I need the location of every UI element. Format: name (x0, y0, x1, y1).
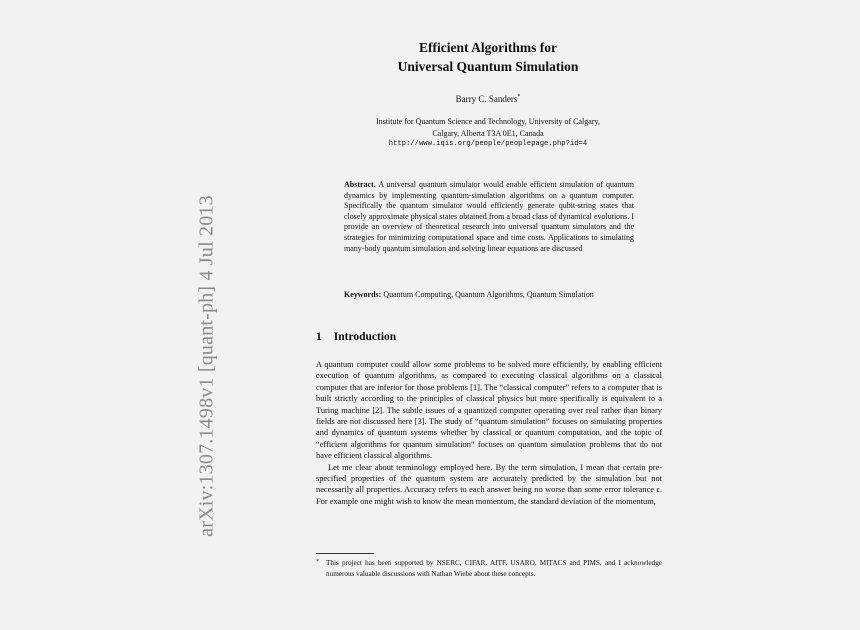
author-name: Barry C. Sanders (455, 94, 518, 104)
title-line-1: Efficient Algorithms for (419, 40, 557, 55)
author-url-link[interactable]: http://www.iqis.org/people/peoplepage.php?id=4 (388, 140, 588, 148)
keywords-label: Keywords: (344, 290, 382, 299)
section-heading (316, 331, 396, 343)
author (310, 94, 666, 104)
section-title: Introduction (333, 331, 397, 343)
keywords (344, 290, 634, 301)
affiliation-line-2: Calgary, Alberta T3A 0E1, Canada (432, 128, 544, 138)
body-paragraph-1: A quantum computer could allow some problems to be solved more efficiently, by enabling efficient execution of quantum algorithms, as compared to executing classical algorithms on a classical computer that are inferior for those problems [1]. The “classical computer” refers to a computer that is built strictly according to the principles of classical physics but more specifically is equivalent to a Turing machine [2]. The subtle issues of a quantized computer operating over real rather than binary fields are not discussed here [3]. The study of “quantum simulation” focuses on simulating properties and dynamics of quantum systems whether by classical or quantum computation, and the topic of “efficient algorithms for quantum simulation” focuses on quantum simulation problems that do not have efficient classical algorithms. (316, 360, 662, 461)
affiliation-line-1: Institute for Quantum Science and Technology, University of Calgary, (376, 117, 600, 126)
author-footnote-mark: * (517, 94, 521, 100)
keywords-text: Quantum Computing, Quantum Algorithms, Quantum Simulation (383, 290, 594, 299)
title-line-2: Universal Quantum Simulation (397, 59, 579, 74)
section-number: 1 (316, 331, 322, 343)
body-paragraph-2: Let me clear about terminology employed here. By the term simulation, I mean that certain pre-specified properties of the quantum system are accurately predicted by the simulation but not necessarily all properties. Accuracy refers to each answer being no worse than some error tolerance ϵ. For example one might wish to know the mean momentum, the standard deviation of the momentum, (316, 462, 662, 506)
abstract (344, 180, 634, 254)
footnote-text: This project has been supported by NSERC, CIFAR, AITF, USARO, MITACS and PIMS, and I acknowledge numerous valuable discussions with Nathan Wiebe about these concepts. (326, 559, 662, 578)
footnote-divider (316, 553, 374, 554)
abstract-text: A universal quantum simulator would enable efficient simulation of quantum dynamics by implementing quantum-simulation algorithms on a quantum computer. Specifically the quantum simulator would efficiently generate qubit-string states that closely approximate physical states obtained from a broad class of dynamical evolutions. I provide an overview of theoretical research into universal quantum simulators and the strategies for minimizing computational space and time costs. Applications to simulating many-body quantum simulation and solving linear equations are discussed (344, 180, 634, 253)
body-text (316, 359, 662, 507)
paper-title (310, 38, 666, 76)
affiliation (330, 116, 646, 151)
footnote (316, 558, 662, 579)
arxiv-identifier: arXiv:1307.1498v1 [quant-ph] 4 Jul 2013 (195, 195, 218, 537)
footnote-mark: * (316, 559, 319, 565)
abstract-label: Abstract. (344, 180, 376, 189)
